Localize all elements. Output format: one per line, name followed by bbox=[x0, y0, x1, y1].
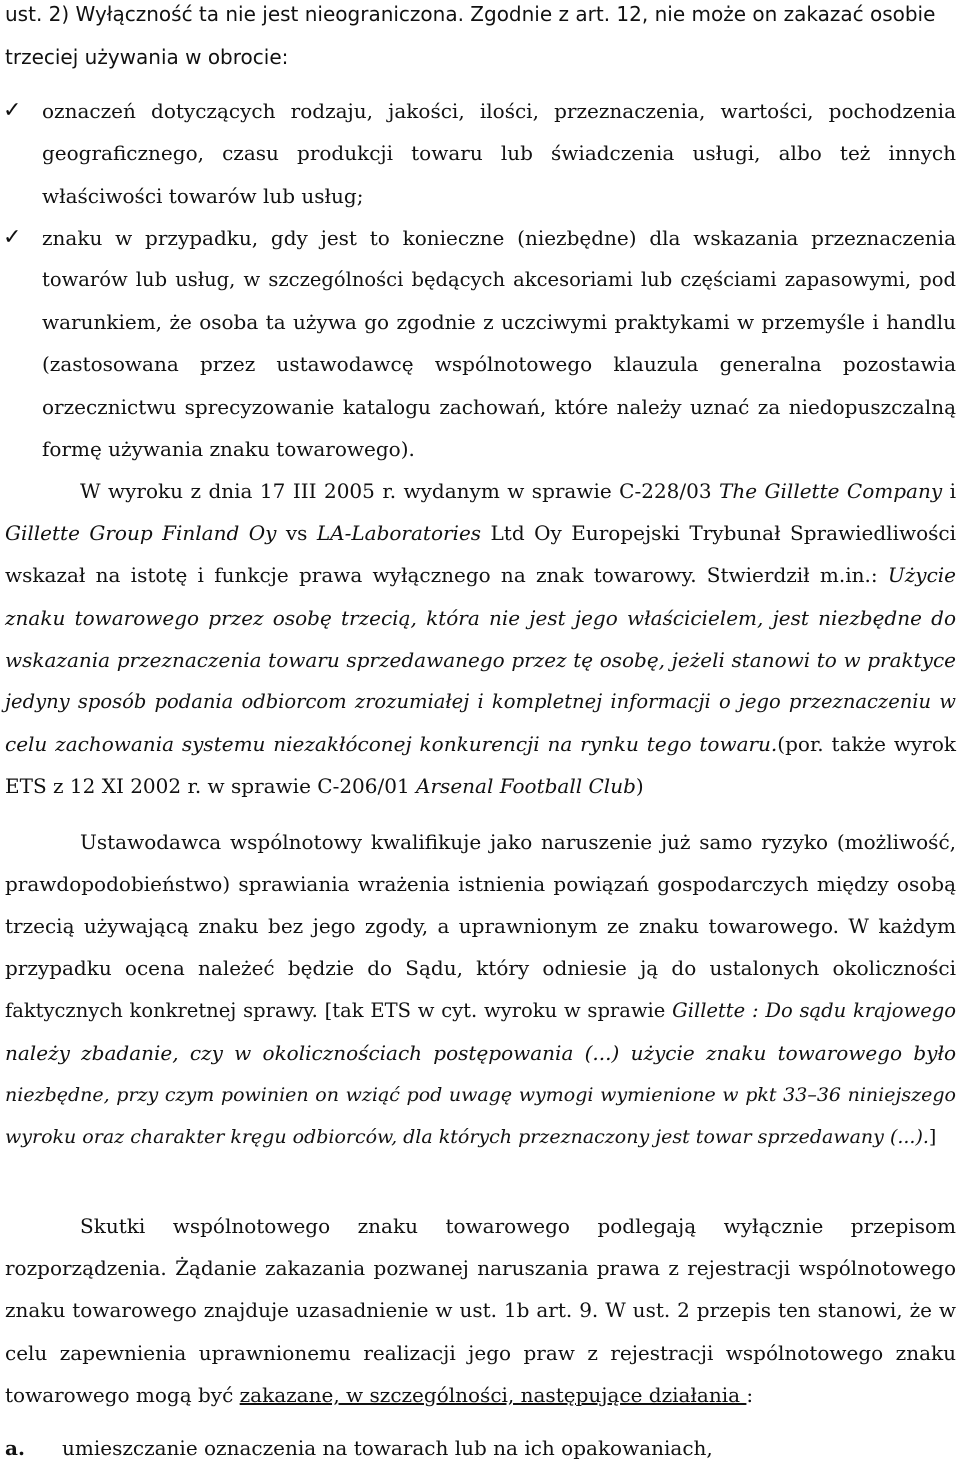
bullet-2-line-1: znaku w przypadku, gdy jest to konieczne (niezbędne) dla wskazania przeznaczenia bbox=[42, 226, 956, 250]
risk-line-6: należy zbadanie, czy w okolicznościach postępowania (...) użycie znaku towarowego było bbox=[5, 1041, 956, 1065]
gillette-line-4: znaku towarowego przez osobę trzecią, która nie jest jego właścicielem, jest niezbędne do bbox=[5, 606, 956, 630]
risk-line-2: prawdopodobieństwo) sprawiania wrażenia istnienia powiązań gospodarczych między osobą bbox=[5, 872, 956, 896]
risk-line-1: Ustawodawca wspólnotowy kwalifikuje jako naruszenie już samo ryzyko (możliwość, bbox=[80, 830, 956, 854]
bullet-2-line-2: towarów lub usług, w szczególności będących akcesoriami lub częściami zapasowymi, pod bbox=[42, 268, 956, 291]
gillette-line-2: Gillette Group Finland Oy vs LA-Laboratories Ltd Oy Europejski Trybunał Sprawiedliwości bbox=[5, 521, 956, 545]
risk-line-8: wyroku oraz charakter kręgu odbiorców, dla których przeznaczony jest towar sprzedawany (...).] bbox=[5, 1126, 937, 1148]
effects-line-4: celu zapewnienia uprawnionemu realizacji jego praw z rejestracji wspólnotowego znaku bbox=[5, 1341, 956, 1365]
bullet-1-line-2: geograficznego, czasu produkcji towaru lub świadczenia usługi, albo też innych bbox=[42, 141, 956, 165]
list-item-a-text: umieszczanie oznaczenia na towarach lub na ich opakowaniach, bbox=[62, 1436, 713, 1460]
bullet-1-line-1: oznaczeń dotyczących rodzaju, jakości, ilości, przeznaczenia, wartości, pochodzenia bbox=[42, 99, 956, 123]
checkmark-icon: ✓ bbox=[3, 225, 22, 250]
intro-line-1: ust. 2) Wyłączność ta nie jest nieograniczona. Zgodnie z art. 12, nie może on zakazać osobie bbox=[5, 2, 936, 26]
gillette-line-1: W wyroku z dnia 17 III 2005 r. wydanym w sprawie C-228/03 The Gillette Company i bbox=[80, 479, 956, 503]
risk-line-4: przypadku ocena należeć będzie do Sądu, który odniesie ją do ustalonych okoliczności bbox=[5, 956, 956, 980]
effects-line-5: towarowego mogą być zakazane, w szczególności, następujące działania : bbox=[5, 1383, 754, 1407]
gillette-line-8: ETS z 12 XI 2002 r. w sprawie C-206/01 Arsenal Football Club) bbox=[5, 774, 644, 798]
bullet-2-line-3: warunkiem, że osoba ta używa go zgodnie z uczciwymi praktykami w przemyśle i handlu bbox=[42, 310, 956, 334]
risk-line-7: niezbędne, przy czym powinien on wziąć pod uwagę wymogi wymienione w pkt 33–36 niniejszego bbox=[5, 1084, 956, 1106]
underlined-phrase: zakazane, w szczególności, następujące działania bbox=[239, 1383, 747, 1407]
checkmark-icon: ✓ bbox=[3, 98, 22, 123]
bullet-2-line-6: formę używania znaku towarowego). bbox=[42, 437, 415, 461]
gillette-line-6: jedyny sposób podania odbiorcom zrozumiałej i kompletnej informacji o jego przeznaczeniu w bbox=[5, 690, 956, 713]
gillette-line-3: wskazał na istotę i funkcje prawa wyłącznego na znak towarowy. Stwierdził m.in.: Użycie bbox=[5, 563, 956, 587]
effects-line-3: znaku towarowego znajduje uzasadnienie w ust. 1b art. 9. W ust. 2 przepis ten stanowi, że w bbox=[5, 1298, 956, 1322]
risk-line-5: faktycznych konkretnej sprawy. [tak ETS w cyt. wyroku w sprawie Gillette : Do sądu krajowego bbox=[5, 999, 956, 1022]
bullet-2-line-5: orzecznictwu sprecyzowanie katalogu zachowań, które należy uznać za niedopuszczalną bbox=[42, 395, 956, 419]
gillette-line-7: celu zachowania systemu niezakłóconej konkurencji na rynku tego towaru.(por. także wyrok bbox=[5, 732, 956, 756]
risk-line-3: trzecią używającą znaku bez jego zgody, a uprawnionym ze znaku towarowego. W każdym bbox=[5, 914, 956, 938]
gillette-line-5: wskazania przeznaczenia towaru sprzedawanego przez tę osobę, jeżeli stanowi to w praktyce bbox=[5, 648, 956, 672]
effects-line-1: Skutki wspólnotowego znaku towarowego podlegają wyłącznie przepisom bbox=[80, 1214, 956, 1238]
bullet-2-line-4: (zastosowana przez ustawodawcę wspólnotowego klauzula generalna pozostawia bbox=[42, 352, 956, 376]
list-letter-a: a. bbox=[5, 1436, 25, 1460]
effects-line-2: rozporządzenia. Żądanie zakazania pozwanej naruszania prawa z rejestracji wspólnotowego bbox=[5, 1256, 956, 1280]
bullet-1-line-3: właściwości towarów lub usług; bbox=[42, 184, 364, 208]
intro-line-2: trzeciej używania w obrocie: bbox=[5, 45, 289, 69]
